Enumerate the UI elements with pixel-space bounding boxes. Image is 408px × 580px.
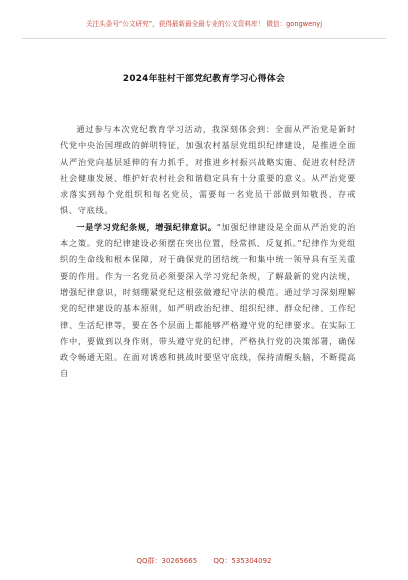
top-banner: 关注头条号“公文研究”，获得最新最全最专业的公文资料库！ 微信：gongwenyj [85, 20, 323, 28]
header-divider [22, 38, 386, 39]
section-heading: 一是学习党纪条规，增强纪律意识。 [76, 221, 217, 232]
document-title: 2024年驻村干部党纪教育学习心得体会 [122, 74, 286, 84]
paragraph-1: 通过参与本次党纪教育学习活动，我深刻体会到：全面从严治党是新时代党中央治国理政的鲜明特征，加强农村基层党组织纪律建设，是推进全面从严治党向基层延伸的有力抓手，对推进乡村振兴战略实施、促进农村经济社会健康发展、维护好农村社会和谐稳定具有十分重要的意义。从严治党要求落实到每个党组织和每名党员，需要每一名党员干部做到知敬畏、存戒惧、守底线。 [60, 124, 356, 216]
footer-qq-group: QQ群：30265665 [136, 557, 198, 565]
footer-qq: QQ：535304092 [213, 557, 272, 565]
document-body [60, 121, 356, 382]
paragraph-2 [60, 219, 356, 382]
paragraph-2-text: “加强纪律建设是全面从严治党的治本之策。党的纪律建设必须摆在突出位置，经常抓、反复抓。”纪律作为党组织的生命线和根本保障，对于确保党的团结统一和集中统一领导具有至关重要的作用。作为一名党员必须要深入学习党纪条规，了解最新的党内法规，增强纪律意识，时刻绷紧党纪这根弦做遵纪守法的模范。通过学习深刻理解党的纪律建设的基本原则，如严明政治纪律、组织纪律、群众纪律、工作纪律、生活纪律等，要在各个层面上都能够严格遵守党的纪律要求。在实际工作中，要做到以身作则，带头遵守党的纪律，严格执行党的决策部署，确保政令畅通无阻。在面对诱惑和挑战时要坚守底线，保持清醒头脑，不断提高自 [60, 221, 356, 379]
footer-contact [0, 556, 408, 566]
